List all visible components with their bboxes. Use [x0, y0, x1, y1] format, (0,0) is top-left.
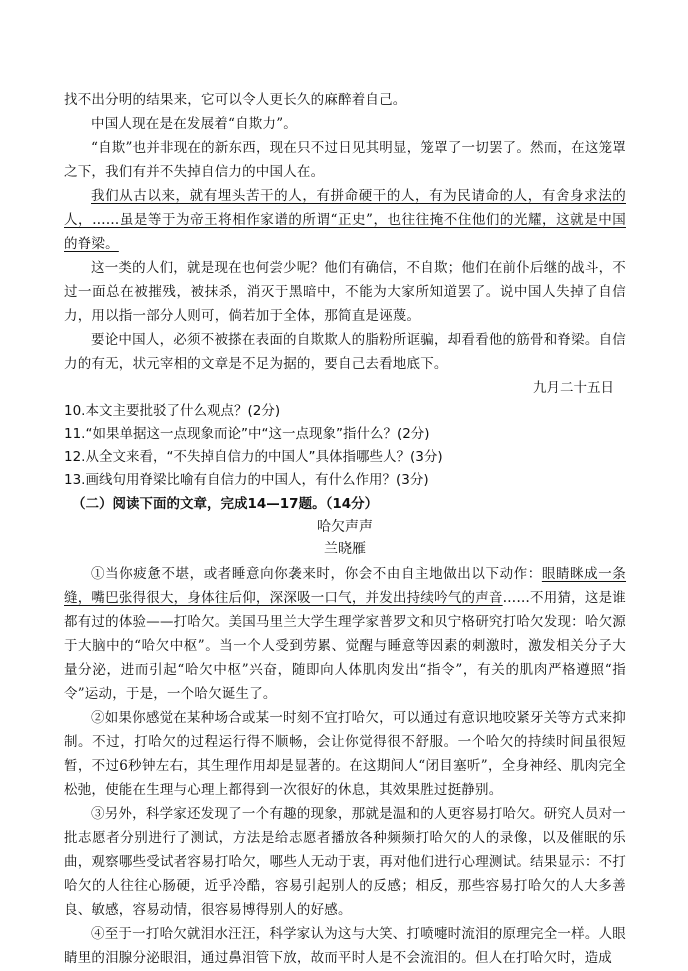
- essay1-paragraph-4: 这一类的人们，就是现在也何尝少呢？他们有确信，不自欺；他们在前仆后继的战斗，不过一面总在被摧残，被抹杀，消灭于黑暗中，不能为大家所知道罢了。说中国人失掉了自信力，用以指一部分人则可，倘若加于全体，那简直是诬蔑。: [64, 260, 626, 324]
- essay1-paragraph-1: 中国人现在是在发展着“自欺力”。: [91, 116, 298, 132]
- article-title: 哈欠声声: [317, 519, 373, 535]
- article-paragraph-1-start: ①当你疲惫不堪，或者睡意向你袭来时，你会不由自主地做出以下动作：: [91, 566, 542, 582]
- essay1-paragraph-0: 找不出分明的结果来，它可以令人更长久的麻醉着自己。: [64, 92, 407, 108]
- section-2-heading: （二）阅读下面的文章，完成14—17题。（14分）: [72, 496, 379, 512]
- essay1-paragraph-5: 要论中国人，必须不被搽在表面的自欺欺人的脂粉所诓骗，却看看他的筋骨和脊梁。自信力的有无，状元宰相的文章是不足为据的，要自己去看地底下。: [64, 332, 626, 372]
- question-12: 12.从全文来看，“不失掉自信力的中国人”具体指哪些人？(3分): [64, 449, 443, 465]
- article-paragraph-1: [64, 562, 626, 706]
- article-paragraph-3: ③另外，科学家还发现了一个有趣的现象，那就是温和的人更容易打哈欠。研究人员对一批志愿者分别进行了测试，方法是给志愿者播放各种频频打哈欠的人的录像，以及催眠的乐曲，观察哪些受试者容易打哈欠，哪些人无动于衷，再对他们进行心理测试。结果显示：不打哈欠的人往往心肠硬，近乎冷酷，容易引起别人的反感；相反，那些容易打哈欠的人大多善良、敏感，容易动情，很容易博得别人的好感。: [64, 806, 626, 918]
- article-paragraph-1-rest: ……不用猜，这是谁都有过的体验——打哈欠。美国马里兰大学生理学家普罗文和贝宁格研究打哈欠发现：哈欠源于大脑中的“哈欠中枢”。当一个人受到劳累、觉醒与睡意等因素的刺激时，激发相关分子大量分泌，进而引起“哈欠中枢”兴奋，随即向人体肌肉发出“指令”，有关的肌肉严格遵照“指令”运动，于是，一个哈欠诞生了。: [64, 590, 626, 702]
- question-13: 13.画线句用脊梁比喻有自信力的中国人，有什么作用？(3分): [64, 472, 429, 488]
- question-11: 11.“如果单据这一点现象而论”中“这一点现象”指什么？(2分): [64, 426, 430, 442]
- article-paragraph-2: ②如果你感觉在某种场合或某一时刻不宜打哈欠，可以通过有意识地咬紧牙关等方式来抑制。不过，打哈欠的过程运行得不顺畅，会让你觉得很不舒服。一个哈欠的持续时间虽很短暂，不过6秒钟左右，其生理作用却是显著的。在这期间人“闭目塞听”，全身神经、肌肉完全松弛，使能在生理与心理上都得到一次很好的休息，其效果胜过挺静别。: [64, 710, 626, 798]
- article-underlined-sentence: 眼睛眯成一条缝，嘴巴张得很大，身体往后仰，深深吸一口气，并发出持续吟气的声音: [64, 566, 627, 606]
- essay1-date: 九月二十五日: [533, 380, 614, 396]
- essay1-underlined-paragraph: 我们从古以来，就有埋头苦干的人，有拼命硬干的人，有为民请命的人，有舍身求法的人，……虽是等于为帝王将相作家谱的所谓“正史”，也往往掩不住他们的光耀，这就是中国的脊梁。: [64, 188, 626, 252]
- essay1-paragraph-2: “自欺”也并非现在的新东西，现在只不过日见其明显，笼罩了一切罢了。然而，在这笼罩之下，我们有并不失掉自信力的中国人在。: [64, 140, 626, 180]
- article-paragraph-4: ④至于一打哈欠就泪水汪汪，科学家认为这与大笑、打喷嚏时流泪的原理完全一样。人眼睛里的泪腺分泌眼泪，通过鼻泪管下放，故而平时人是不会流泪的。但人在打哈欠时，造成: [64, 926, 626, 966]
- article-author: 兰晓雁: [324, 541, 366, 557]
- question-10: 10.本文主要批驳了什么观点？(2分): [64, 403, 281, 419]
